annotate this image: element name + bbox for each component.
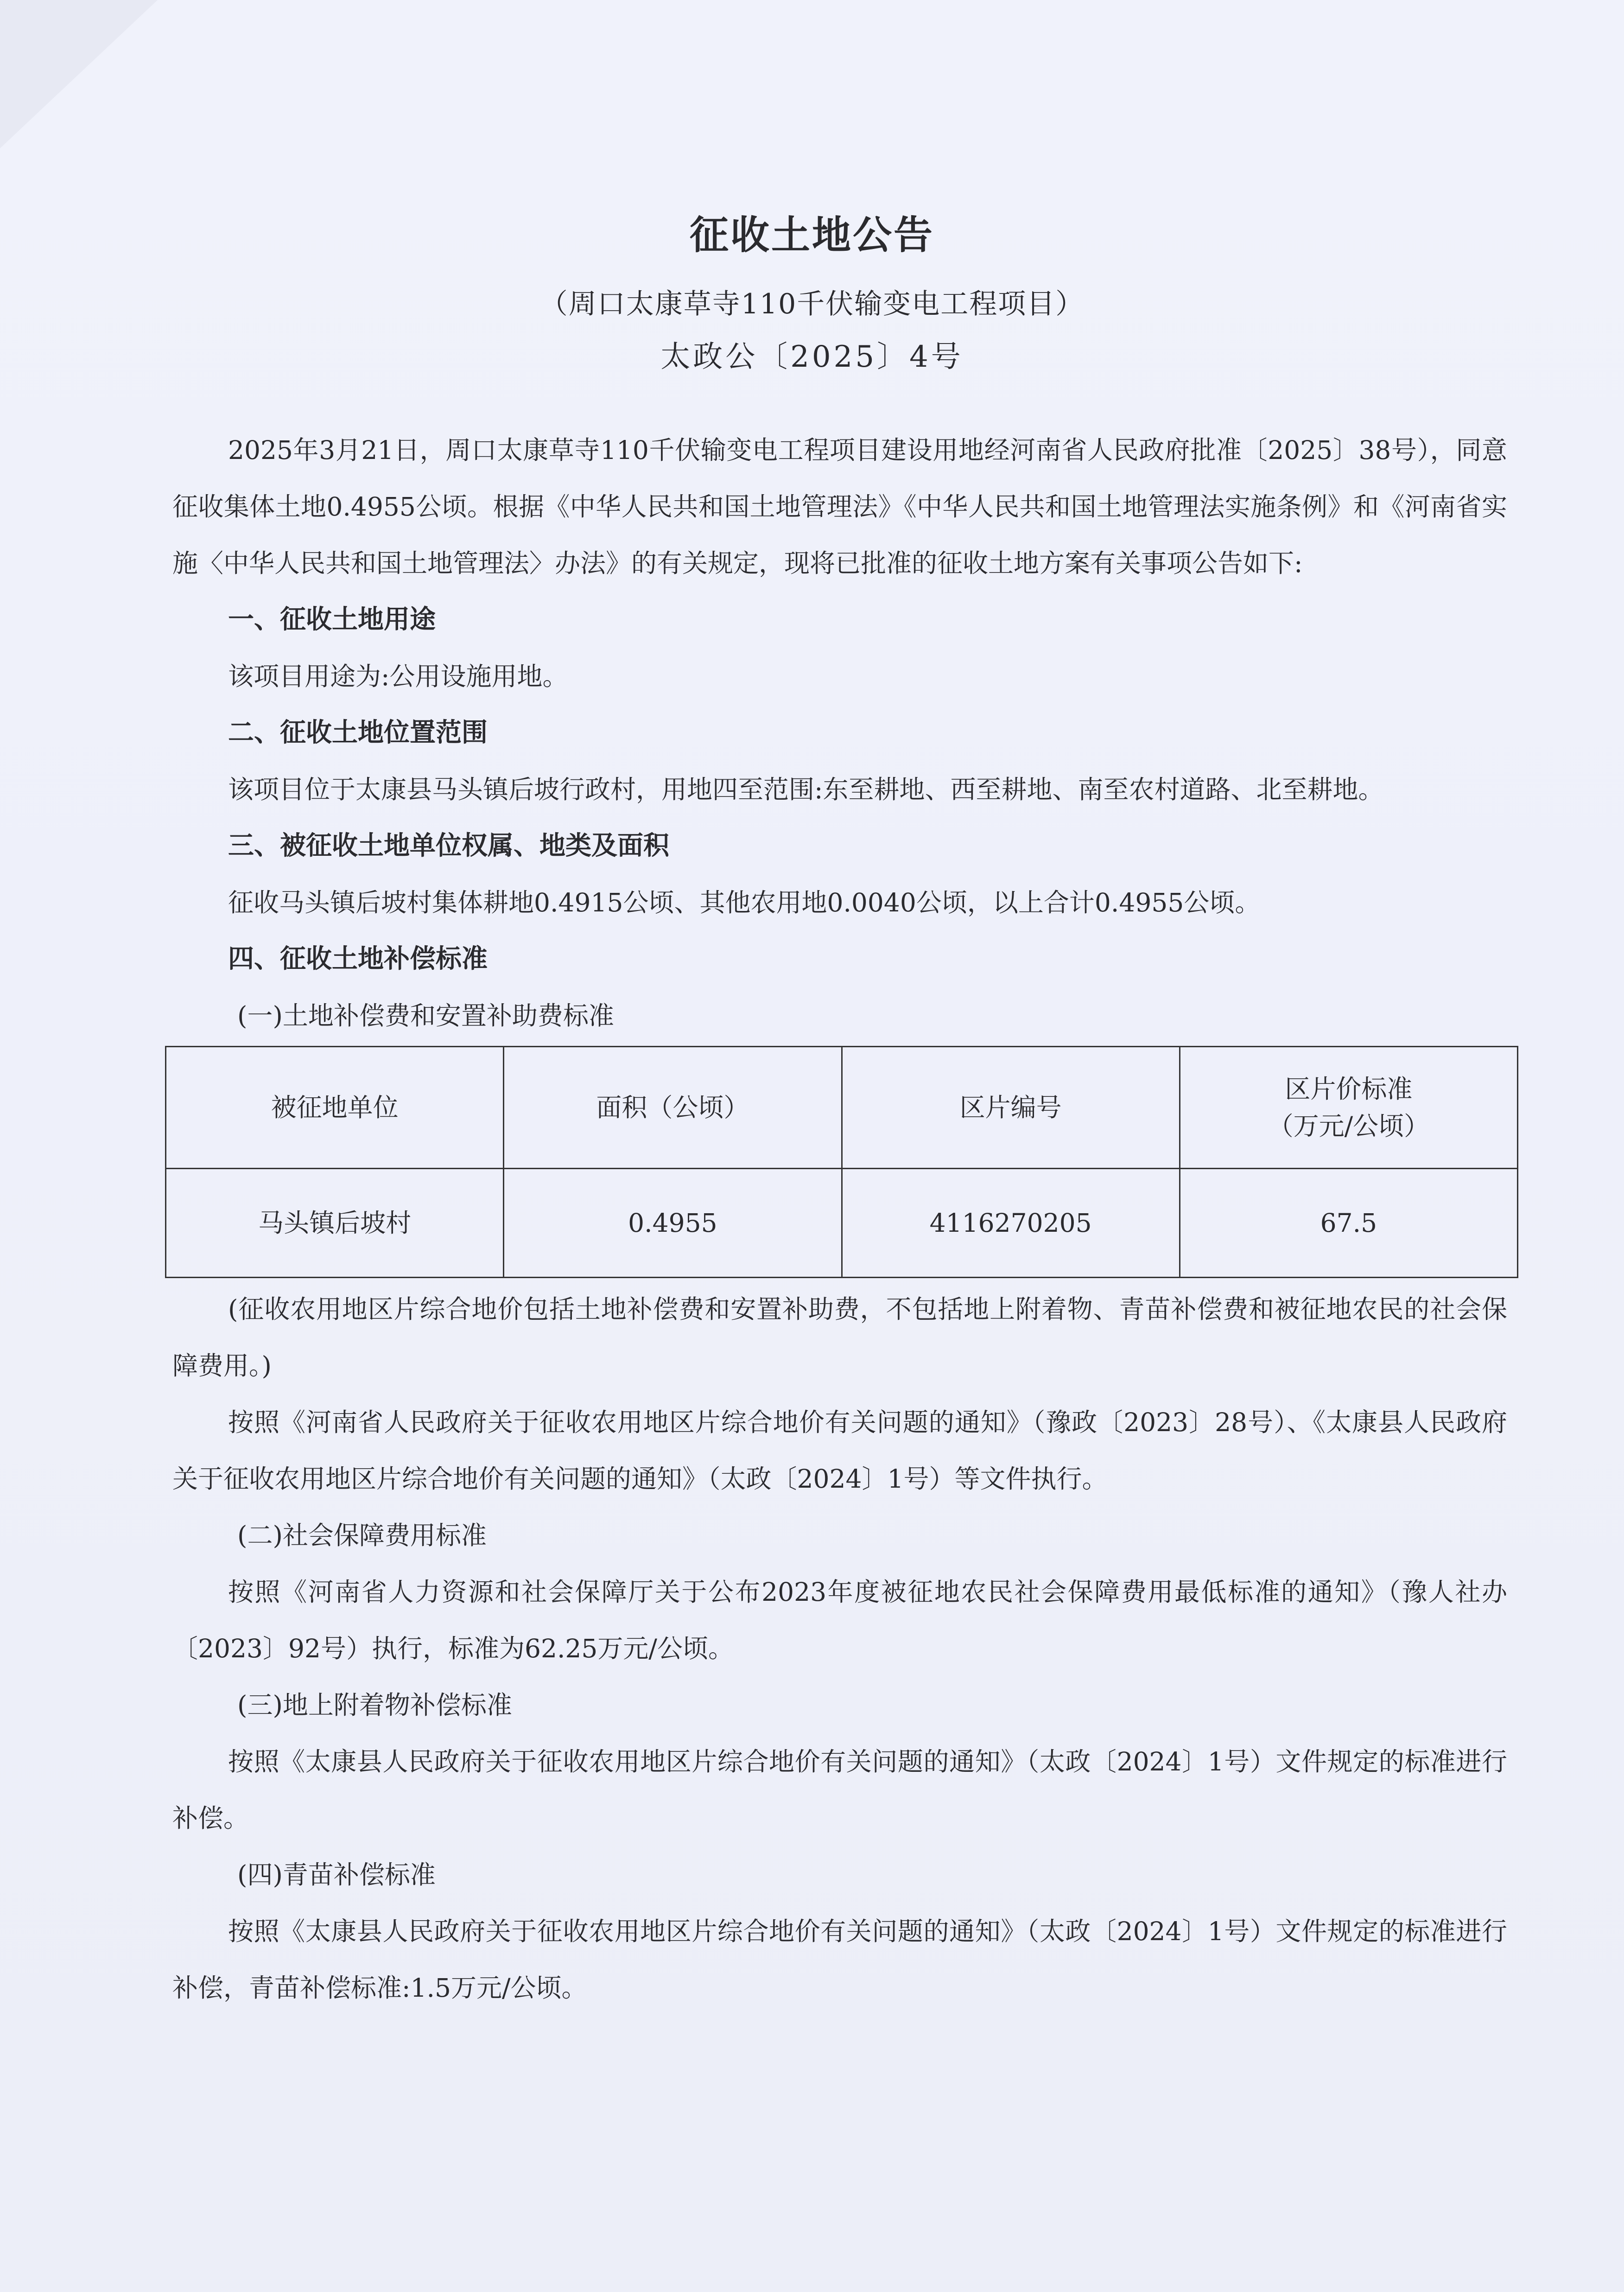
cell-zone-code: 4116270205 (842, 1169, 1180, 1278)
sub4-text: 按照《太康县人民政府关于征收农用地区片综合地价有关问题的通知》（太政〔2024〕1号）文件规定的标准进行补偿，青苗补偿标准:1.5万元/公顷。 (172, 1916, 1507, 2003)
sub2-text: 按照《河南省人力资源和社会保障厅关于公布2023年度被征地农民社会保障费用最低标准的通知》（豫人社办〔2023〕92号）执行，标准为62.25万元/公顷。 (172, 1577, 1507, 1663)
header-cell-area: 面积（公顷） (504, 1047, 842, 1169)
compensation-table (165, 1046, 1518, 1278)
sub4-title: (四)青苗补偿标准 (237, 1860, 436, 1890)
folded-corner (0, 0, 158, 148)
document-title: 征收土地公告 (689, 212, 934, 258)
cell-area: 0.4955 (504, 1169, 842, 1278)
section1-heading: 一、征收土地用途 (228, 605, 436, 635)
header-cell-zone-code: 区片编号 (842, 1047, 1180, 1169)
sub3-text: 按照《太康县人民政府关于征收农用地区片综合地价有关问题的通知》（太政〔2024〕1号）文件规定的标准进行补偿。 (172, 1747, 1507, 1833)
header-cell-unit: 被征地单位 (166, 1047, 504, 1169)
cell-unit: 马头镇后坡村 (166, 1169, 504, 1278)
sub1-text: 按照《河南省人民政府关于征收农用地区片综合地价有关问题的通知》（豫政〔2023〕28号）、《太康县人民政府关于征收农用地区片综合地价有关问题的通知》（太政〔2024〕1号）等文件执行。 (172, 1407, 1507, 1494)
table-header-row (166, 1047, 1518, 1169)
sub3-title: (三)地上附着物补偿标准 (237, 1690, 512, 1720)
header-cell-price (1180, 1047, 1517, 1169)
sub2-title: (二)社会保障费用标准 (237, 1521, 487, 1550)
cell-price: 67.5 (1180, 1169, 1517, 1278)
sub1-title: (一)土地补偿费和安置补助费标准 (237, 1001, 614, 1031)
document-number: 太政公〔2025〕4号 (660, 340, 964, 374)
section2-text: 该项目位于太康县马头镇后坡行政村，用地四至范围:东至耕地、西至耕地、南至农村道路、北至耕地。 (228, 775, 1384, 804)
table-note: (征收农用地区片综合地价包括土地补偿费和安置补助费，不包括地上附着物、青苗补偿费和被征地农民的社会保障费用。) (172, 1294, 1507, 1381)
header-price-label: 区片价标准 (1285, 1074, 1413, 1104)
table-row (166, 1169, 1518, 1278)
section1-text: 该项目用途为:公用设施用地。 (228, 662, 568, 691)
document-body (172, 422, 1507, 2016)
header-price-unit: （万元/公顷） (1268, 1111, 1430, 1141)
intro-paragraph: 2025年3月21日，周口太康草寺110千伏输变电工程项目建设用地经河南省人民政府批准〔2025〕38号），同意征收集体土地0.4955公顷。根据《中华人民共和国土地管理法》《中华人民共和国土地管理法实施条例》和《河南省实施〈中华人民共和国土地管理法〉办法》的有关规定，现将已批准的征收土地方案有关事项公告如下: (172, 435, 1507, 578)
section2-heading: 二、征收土地位置范围 (228, 718, 488, 748)
section4-heading: 四、征收土地补偿标准 (228, 944, 488, 974)
document-subtitle: （周口太康草寺110千伏输变电工程项目） (539, 288, 1085, 320)
section3-heading: 三、被征收土地单位权属、地类及面积 (228, 831, 669, 861)
section3-text: 征收马头镇后坡村集体耕地0.4915公顷、其他农用地0.0040公顷，以上合计0.4955公顷。 (228, 888, 1261, 917)
